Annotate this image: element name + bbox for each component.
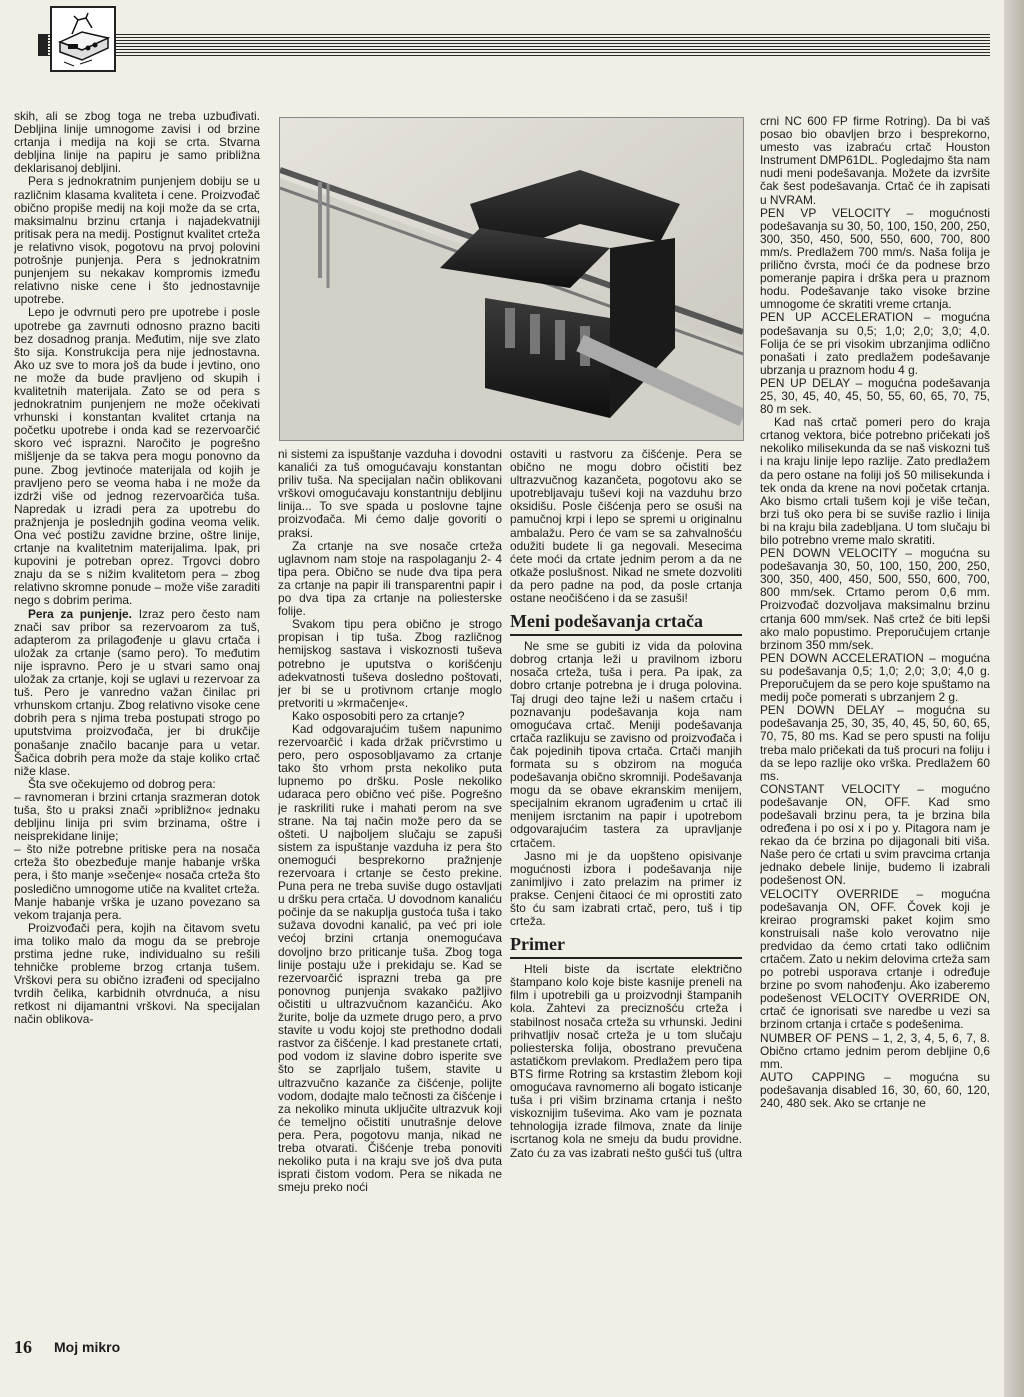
setting-pen-up-delay: PEN UP DELAY – mogućna podešavanja 25, 30, 45, 40, 45, 50, 55, 60, 65, 70, 75, 80 m sek. [760, 375, 990, 417]
plotter-icon [52, 8, 114, 70]
paragraph: Kad odgovarajućim tušem napunimo rezervoarčić i kada držak pričvrstimo u pero, pero osposobljavamo za crtanje tako što vrhom prsta nekoliko puta lupnemo po dršku. Posle nekoliko udaraca pero obično već piše. Pogrešno je raskriliti ruke i mahati perom na sve strane. Na taj način može pero da se ošteti. U najboljem slučaju se zapuši sistem za ispuštanje vazduha iz pera što onemogući besprekorno pražnjenje rezervoara i crtanje se često prekine. Puna pera ne treba suviše dugo ostavljati u dršku pera crtača. U dovodnom kanaliću počinje da se nakuplja gustoća tuša i tako sužava dovodni kanalić, pa već pri iole većoj brzini crtanja onemogućava dovoljno brzo priticanje tuša. Zbog toga linije postaju uže i prekidaju se. Kad se rezervoarčić isprazni treba ga pre ponovnog punjenja svakako pažljivo očistiti u ultrazvučnom kazančiću. Ako žurite, bolje da uzmete drugo pero, a prvo stavite u vodu kojoj ste prethodno dodali rastvor za čišćenje. I kad prestanete crtati, pod vodom iz slavine dobro isperite sve što se zaprljalo tušem, stavite u ultrazvučno kazanče za čišćenje, polijte vodom, dodajte malo tečnosti za čišćenje i za nekoliko minuta uključite ultrazvuk koji će temeljno očistiti unutrašnje delove pera. Pera, pogotovu manja, nikad ne treba otvarati. Čišćenje treba ponoviti nekoliko puta i na kraju sve još dva puta isprati čistom vodom. Pera se nikada ne smeju preko noći [278, 721, 502, 1195]
paragraph: skih, ali se zbog toga ne treba uzbuđivati. Debljina linije umnogome zavisi i od brzine crtanja i medija na koji se crta. Stvarna debljina linije na papiru je samo približna deklarisanoj debljini. [14, 110, 260, 176]
article-column-1 [14, 110, 260, 1335]
plotter-photo-illustration [280, 118, 743, 440]
magazine-name: Moj mikro [54, 1339, 121, 1355]
plotter-photo [279, 117, 744, 441]
setting-auto-capping: AUTO CAPPING – mogućna su podešavanja disabled 16, 30, 60, 60, 120, 240, 480 sek. Ako se crtanje ne [760, 1069, 990, 1111]
setting-pen-down-acceleration: PEN DOWN ACCELERATION – mogućna su podešavanja 0,5; 1,0; 2,0; 3,0; 4,0 g. Preporučujem da se pero koje spuštamo na medij poče pomerati s ubrzanjem 2 g. [760, 650, 990, 705]
paragraph: ni sistemi za ispuštanje vazduha i dovodni kanalići za tuš omogućavaju konstantan priliv tuša. Na specijalan način oblikovani vrškovi omogućavaju konstantniju debljinu linija... To sve spada u poslovne tajne proizvođača. Mi ćemo dalje govoriti o praksi. [278, 448, 502, 540]
setting-pen-up-velocity: PEN VP VELOCITY – mogućnosti podešavanja su 30, 50, 100, 150, 200, 250, 300, 350, 450, 500, 550, 600, 700, 800 mm/s. Predlažem 700 mm/s. Naša folija je prilično čvrsta, moći će da podnese brzo pomeranje papira i drška pera u praznom hodu. Podešavanje tako visoke brzine umnogome će skratiti vreme crtanja. [760, 205, 990, 312]
paragraph: Proizvođači pera, kojih na čitavom svetu ima toliko malo da mogu da se prebroje prstima jedne ruke, individualno su rešili tehničke probleme brzog crtanja tušem. Vrškovi pera su obično izrađeni od specijalno tvrdih čelika, karbidnih otvrdnuća, a nisu retkost ni dijamantni vrškovi. Na specijalan način oblikova- [14, 920, 260, 1027]
paragraph: Kako osposobiti pero za crtanje? [292, 708, 465, 723]
article-column-3 [510, 448, 742, 1336]
paragraph: Kad naš crtač pomeri pero do kraja crtanog vektora, biće potrebno pričekati još nekoliko milisekunda da se naš viskozni tuš i na kraju linije lepo razlije. Zato predlažem da pero ostane na foliji još 50 milisekunda i tek onda da krene na novi početak crtanja. Ako bismo crtali tušem koji je više tečan, brzi tuš oko pera bi se suviše razlio i linija bi na kraju bila zadebljana. U tom slučaju bi bilo potrebno vreme malo skratiti. [760, 415, 990, 547]
paragraph-text: Izraz pero često nam znači sav pribor sa rezervoarom za tuš, adapterom za prilagođenje u glavu crtača i uložak za crtanje (samo pero). To međutim nije ispravno. Pero je u stvari samo onaj uložak za crtanje, koji se uglavi u rezervoar za tuš. Pero je vanredno važan činilac pri vrhunskom crtanju. Zbog relativno visoke cene dobrih pera s njima treba postupati strogo po uputstvima proizvođača, jer bi drukčije ponašanje značilo bacanje para u vetar. Šačica dobrih pera može da staje koliko crtač niže klase. [14, 606, 260, 778]
section-heading-primer: Primer [510, 934, 742, 959]
page-edge [1004, 0, 1024, 1397]
section-header-bar [38, 34, 990, 56]
page-number: 16 [14, 1337, 32, 1357]
section-logo [50, 6, 116, 72]
paragraph: Pera s jednokratnim punjenjem dobiju se u različnim klasama kvaliteta i cene. Proizvođač obično propiše medij na koji može da se crta, maksimalnu brzinu crtanja i najadekvatniji pritisak pera na medij. Postignut kvalitet crteža je relativno visok, pogotovu na prvoj polovini potrošnje punjenja. Pera s jednokratnim punjenjem su nekakav kompromis između relativno niske cene i što jednostavnije upotrebe. [14, 174, 260, 307]
setting-number-of-pens: NUMBER OF PENS – 1, 2, 3, 4, 5, 6, 7, 8. Obično crtamo jednim perom debljine 0,6 mm. [760, 1030, 990, 1071]
setting-pen-down-velocity: PEN DOWN VELOCITY – mogućna su podešavanja 30, 50, 100, 150, 200, 250, 300, 350, 400, 450, 500, 550, 600, 700, 800 mm/sek. Crtamo perom 0,6 mm. Proizvođač dozvoljava maksimalnu brzinu crtanja 600 mm/sek. Naš crtež će biti lepši ako malo popustimo. Preporučujem crtanje brzinom 350 mm/sek. [760, 546, 990, 652]
section-heading-meni: Meni podešavanja crtača [510, 611, 742, 636]
setting-velocity-override: VELOCITY OVERRIDE – mogućna podešavanja ON, OFF. Čovek koji je kreirao programski paket kojim smo konstruisali naše kolo verovatno nije predvidao da ćemo crtati tako odličnim crtačem. Zato u nekim delovima crteža sam po potrebi usporava crtanje i određuje brzine po svom nahođenju. Ako izaberemo podešenost VELOCITY OVERRIDE ON, crtač će ignorisati sve naredbe u vezi sa brzinom crtanja i crtače s podešenima. [760, 886, 990, 1032]
list-item: – što niže potrebne pritiske pera na nosača crteža što obezbeđuje manje habanje vrška pera, i što manje »sečenje« nosača crteža što posledično umnogome utiče na kvalitet crteža. Manje habanje vrška je uzano povezano sa vekom trajanja pera. [14, 842, 260, 922]
paragraph: Hteli biste da iscrtate električno štampano kolo koje biste kasnije preneli na film i upotrebili ga u proizvodnji štampanih kola. Zahtevi za preciznošću crteža i stabilnost nosača crteža su vrhunski. Jedini prihvatljiv nosač crteža je u tom slučaju poliesterska folija, obostrano prevučena astatičkom prevlakom. Predlažem pero tipa BTS firme Rotring sa krstastim žlebom koji omogućava ravnomerno ali bogato isticanje tuša i pri višim brzinama crtanja i nešto viskoznijim tuševima. Ako vam je poznata tehnologija izrade filmova, znate da linije iscrtanog kola ne smeju da budu providne. Zato ću za vas izabrati nešto gušći tuš (ultra [510, 962, 742, 1160]
paragraph: Svakom tipu pera obično je strogo propisan i tip tuša. Zbog različnog hemijskog sastava i viskoznosti tuševa potrebno je uputstva o korišćenju adekvatnosti tuševa dosledno poštovati, jer bi se u protivnom crtanje moglo pretvoriti u »krmačenje«. [278, 617, 502, 710]
article-column-2 [278, 448, 502, 1336]
setting-pen-down-delay: PEN DOWN DELAY – mogućna su podešavanja 25, 30, 35, 40, 45, 50, 60, 65, 70, 75, 80 ms. Kad se pero spusti na foliju treba malo pričekati da tuš procuri na foliju i da se lepo razlije oko vrška. Predlažem 60 ms. [760, 703, 990, 783]
paragraph: crni NC 600 FP firme Rotring). Da bi vaš posao bio obavljen brzo i besprekorno, umesto vas izabraću crtač Houston Instrument DMP61DL. Pogledajmo šta nam nudi meni podešavanja. Možete da izvršite čak šest podešavanja. Crtač će ih zapisati u NVRAM. [760, 115, 990, 207]
article-column-4 [760, 115, 990, 1345]
setting-pen-up-acceleration: PEN UP ACCELERATION – mogućna podešavanja su 0,5; 1,0; 2,0; 3,0; 4,0. Folija će se pri visokim ubrzanjima odlično ponašati i zato predlažem podešavanje ubrzanja u praznom hodu 4 g. [760, 310, 990, 377]
paragraph: Lepo je odvrnuti pero pre upotrebe i posle upotrebe ga zavrnuti odnosno prazno baciti bez dosadnog pranja. Međutim, nije sve zlato što sija. Konstrukcija pera nije jednostavna. Ako uz sve to mora još da bude i jevtino, ono ne može da bude pravljeno od skupih i kvalitetnih materijala. Zato se od pera s jednokratnim punjenjem ne može očekivati vrhunski i konstantan kvalitet crtanja na početku upotrebe i onda kad se rezervoarčić skoro već isprazni. Naročito je pogrešno mišljenje da se takva pera mogu ponovno da pune. Zbog jevtinoće materijala od kojih je pravljeno pero se veoma haba i ne može da izdrži više od jednog rezervoarčića tuša. Napredak u izradi pera za upotrebu do pražnjenja je poslednjih godina veoma velik. Ona već postižu zavidne brzine, oštre linije, crtanje na kvalitetnim materijalima. Ipak, pri kupovini je potreban oprez. Trgovci dobro znaju da se s nižim kvalitetom pera – zbog relativno skromne ponude – može više zaraditi nego s dobrim perima. [14, 305, 260, 608]
paragraph [14, 608, 260, 778]
paragraph: Jasno mi je da uopšteno opisivanje mogućnosti izbora i podešavanja nije zanimljivo i zato prelazim na primer iz prakse. Cenjeni čitaoci će mi oprostiti zato što ću sam izabrati crtač, pero, tuš i tip crteža. [510, 848, 742, 929]
subheading-pera-za-punjenje: Pera za punjenje. [28, 606, 132, 621]
list-item: – ravnomeran i brzini crtanja srazmeran dotok tuša, što u praksi znači »približno« jednaku debljinu linija pri svim brzinama, oštre i neisprekidane linije; [14, 789, 260, 844]
setting-constant-velocity: CONSTANT VELOCITY – mogućno podešavanje ON, OFF. Kad smo podešavali brzinu pera, ta je brzina bila određena i po osi x i po y. Pitagora nam je rekao da će brzina po dijagonali biti viša. Naše pero će crtati u svim pravcima crtanja jednako debele linije, budemo li izabrali podešenost ON. [760, 781, 990, 888]
paragraph: Šta sve očekujemo od dobrog pera: [28, 776, 216, 791]
paragraph: Za crtanje na sve nosače crteža uglavnom nam stoje na raspolaganju 2- 4 tipa pera. Obično se nude dva tipa pera za crtanje na papir ili transparentni papir i po dva tipa za crtanje na poliesterske folije. [278, 538, 502, 619]
paragraph: ostaviti u rastvoru za čišćenje. Pera se obično ne mogu dobro očistiti bez ultrazvučnog kazančeta, pogotovu ako se upotrebljavaju tuševi koji na vazduhu brzo oksidišu. Posle čišćenja pero se osuši na pamučnoj krpi i lepo se spremi u originalnu ambalažu. Pero će vam se sa zahvalnošću odužiti budete li ga negovali. Mesecima ćete moći da crtate jednim perom a da ne otkaže poslušnost. Nikad ne smete dozvoliti da pero padne na pod, da posle crtanja ostane neočišćeno i da se zasuši! [510, 448, 742, 606]
paragraph: Ne sme se gubiti iz vida da polovina dobrog crtanja leži u pravilnom izboru nosača crteža, tuša i pera. Pa ipak, za dobro crtanje potrebna je i druga polovina. Taj drugi deo tajne leži u našem crtaču i poznavanju podešavanja koja nam omogućava crtač. Meniji podešavanja crtača razlikuju se zavisno od proizvođača i čak pojedinih tipova crtača. Crtači manjih formata su s obzirom na moguća podešavanja obično skromniji. Podešavanja mogu da se obave ekranskim menijem, specijalnim ekranom ugrađenim u crtač ili menijem isrctanim na papir i upotrebom odgovarajućim tastera za upravljanje crtačem. [510, 639, 742, 850]
header-bar-block [38, 34, 48, 56]
